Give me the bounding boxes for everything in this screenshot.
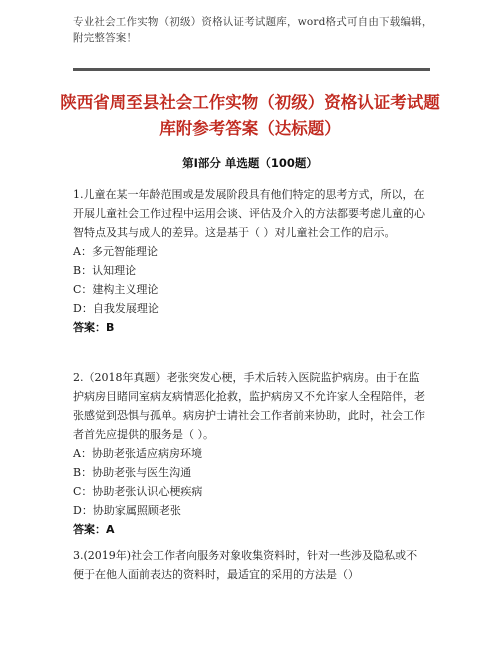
- header-divider: [73, 68, 430, 71]
- question-2: [73, 368, 428, 539]
- section-heading: 第Ⅰ部分 单选题（100题）: [182, 156, 318, 170]
- option-a: A：协助老张适应病房环境: [73, 447, 202, 460]
- question-1: [73, 185, 428, 337]
- option-d: D：自我发展理论: [73, 302, 159, 315]
- question-stem: 3.(2019年)社会工作者向服务对象收集资料时，针对一些涉及隐私或不便于在他人面前表达的资料时，最适宜的采用的方法是（）: [73, 549, 418, 581]
- option-c: C：建构主义理论: [73, 283, 159, 296]
- option-c: C：协助老张认识心梗疾病: [73, 485, 203, 498]
- question-stem: 2.（2018年真题）老张突发心梗，手术后转入医院监护病房。由于在监护病房目睹同室病友病情恶化抢救，监护病房又不允许家人全程陪伴，老张感觉到恐惧与孤单。病房护士请社会工作者前来协助，此时，社会工作者首先应提供的服务是（ ）。: [73, 371, 425, 441]
- option-d: D：协助家属照顾老张: [73, 504, 181, 517]
- question-stem: 1.儿童在某一年龄范围或是发展阶段具有他们特定的思考方式，所以，在开展儿童社会工作过程中运用会谈、评估及介入的方法都要考虑儿童的心智特点及其与成人的差异。这是基于（ ）对儿童社会工作的启示。: [73, 188, 425, 239]
- answer-label: 答案：A: [73, 523, 115, 536]
- question-3: [73, 546, 428, 584]
- header-note: 专业社会工作实物（初级）资格认证考试题库，word格式可自由下载编辑，附完整答案！: [73, 16, 433, 44]
- answer-label: 答案：B: [73, 321, 115, 334]
- option-b: B：协助老张与医生沟通: [73, 466, 192, 479]
- document-title: 陕西省周至县社会工作实物（初级）资格认证考试题库附参考答案（达标题）: [60, 93, 440, 138]
- option-a: A：多元智能理论: [73, 245, 158, 258]
- option-b: B：认知理论: [73, 264, 137, 277]
